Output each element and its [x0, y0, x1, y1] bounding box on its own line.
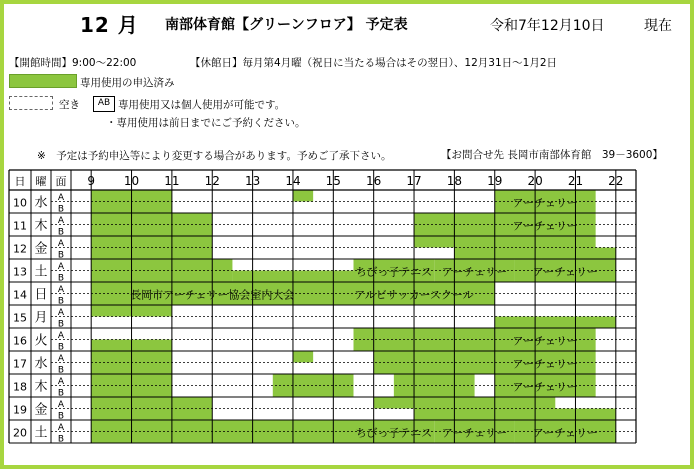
day-number: 16	[13, 334, 27, 348]
weekday-label: 土	[34, 425, 48, 441]
header-day: 日	[14, 175, 26, 188]
header-face: 面	[55, 175, 67, 188]
header-weekday: 曜	[35, 175, 47, 188]
hour-label: 21	[567, 174, 584, 188]
face-b-label: B	[57, 434, 65, 445]
hour-label: 22	[608, 174, 624, 188]
hour-label: 17	[406, 174, 422, 188]
face-b-label: B	[57, 273, 65, 284]
reservation-label: ちびっ子テニス	[355, 265, 433, 279]
reservation-label: アーチェリー	[512, 219, 578, 233]
hour-label: 15	[325, 174, 341, 188]
reservation-label: アーチェリー	[441, 265, 508, 279]
weekday-label: 日	[34, 287, 48, 303]
closed-days: 【休館日】毎月第4月曜（祝日に当たる場合はその翌日）、12月31日～1月2日	[190, 57, 558, 69]
reserved-block	[354, 340, 495, 352]
hour-label: 16	[366, 174, 382, 188]
reserved-block	[293, 351, 313, 363]
reserved-block	[414, 236, 596, 248]
legend-ab-box: AB	[93, 96, 115, 112]
weekday-label: 水	[34, 195, 48, 211]
as-of-label: 現在	[644, 18, 672, 34]
face-b-label: B	[57, 388, 65, 399]
face-a-label: A	[57, 400, 65, 410]
reservation-label: ちびっ子テニス	[355, 426, 433, 440]
hour-label: 9	[87, 174, 95, 188]
weekday-label: 土	[34, 264, 48, 280]
face-a-label: A	[57, 239, 65, 249]
face-a-label: A	[57, 308, 65, 318]
reservation-note: ・専用使用は前日までにご予約ください。	[106, 117, 306, 129]
weekday-label: 木	[34, 218, 48, 234]
reservation-label: アルビサッカースクール	[354, 288, 474, 302]
face-b-label: B	[57, 250, 65, 261]
face-a-label: A	[57, 262, 65, 272]
day-number: 19	[13, 403, 27, 417]
reserved-block	[354, 328, 495, 340]
hour-label: 10	[123, 174, 140, 188]
opening-hours: 【開館時間】9:00～22:00	[9, 57, 137, 69]
change-notice: ※ 予定は予約申込等により変更する場合があります。予めご了承下さい。	[37, 150, 392, 162]
day-number: 11	[13, 219, 27, 233]
face-b-label: B	[57, 365, 65, 376]
day-number: 14	[13, 288, 27, 302]
hour-label: 18	[446, 174, 463, 188]
day-number: 17	[13, 357, 27, 371]
day-number: 15	[13, 311, 27, 325]
reserved-block	[394, 374, 475, 397]
reserved-block	[495, 317, 616, 329]
reservation-label: アーチェリー	[441, 426, 508, 440]
face-b-label: B	[57, 227, 65, 238]
weekday-label: 火	[34, 333, 48, 349]
hour-label: 20	[527, 174, 543, 188]
face-a-label: A	[57, 354, 65, 364]
hour-label: 13	[244, 174, 261, 188]
reserved-block	[374, 397, 556, 409]
face-b-label: B	[57, 319, 65, 330]
month-title: 12 月	[80, 13, 139, 37]
legend-ab-label: 専用使用又は個人使用が可能です。	[118, 99, 286, 111]
hour-label: 14	[285, 174, 301, 188]
face-a-label: A	[57, 331, 65, 341]
day-number: 18	[13, 380, 27, 394]
reservation-label: 長岡市アーチェリー協会室内大会	[130, 288, 295, 302]
day-number: 12	[13, 242, 27, 256]
weekday-label: 月	[34, 310, 48, 326]
reserved-block	[91, 420, 353, 443]
schedule-grid	[4, 4, 694, 469]
reservation-label: アーチェリー	[512, 196, 578, 210]
hour-label: 19	[487, 174, 503, 188]
day-number: 10	[13, 196, 27, 210]
face-a-label: A	[57, 216, 65, 226]
hour-label: 12	[204, 174, 220, 188]
face-b-label: B	[57, 411, 65, 422]
contact-info: 【お問合せ先 長岡市南部体育館 39－3600】	[441, 149, 663, 161]
hour-label: 11	[164, 174, 180, 188]
as-of-date: 令和7年12月10日	[490, 18, 605, 34]
legend-empty-label: 空き	[59, 99, 80, 111]
reserved-block	[293, 190, 313, 202]
face-b-label: B	[57, 296, 65, 307]
reservation-label: アーチェリー	[512, 334, 578, 348]
reservation-label: アーチェリー	[512, 357, 578, 371]
day-number: 13	[13, 265, 27, 279]
face-a-label: A	[57, 377, 65, 387]
weekday-label: 水	[34, 356, 48, 372]
weekday-label: 金	[34, 402, 48, 418]
weekday-label: 金	[34, 241, 48, 257]
legend-reserved-label: 専用使用の申込済み	[80, 77, 175, 89]
reservation-label: アーチェリー	[532, 426, 599, 440]
reserved-block	[414, 409, 616, 421]
face-a-label: A	[57, 285, 65, 295]
face-b-label: B	[57, 204, 65, 215]
weekday-label: 木	[34, 379, 48, 395]
reservation-label: アーチェリー	[512, 380, 578, 394]
facility-title: 南部体育館【グリーンフロア】 予定表	[165, 17, 408, 33]
face-b-label: B	[57, 342, 65, 353]
face-a-label: A	[57, 423, 65, 433]
face-a-label: A	[57, 193, 65, 203]
reservation-label: アーチェリー	[532, 265, 599, 279]
day-number: 20	[13, 426, 27, 440]
